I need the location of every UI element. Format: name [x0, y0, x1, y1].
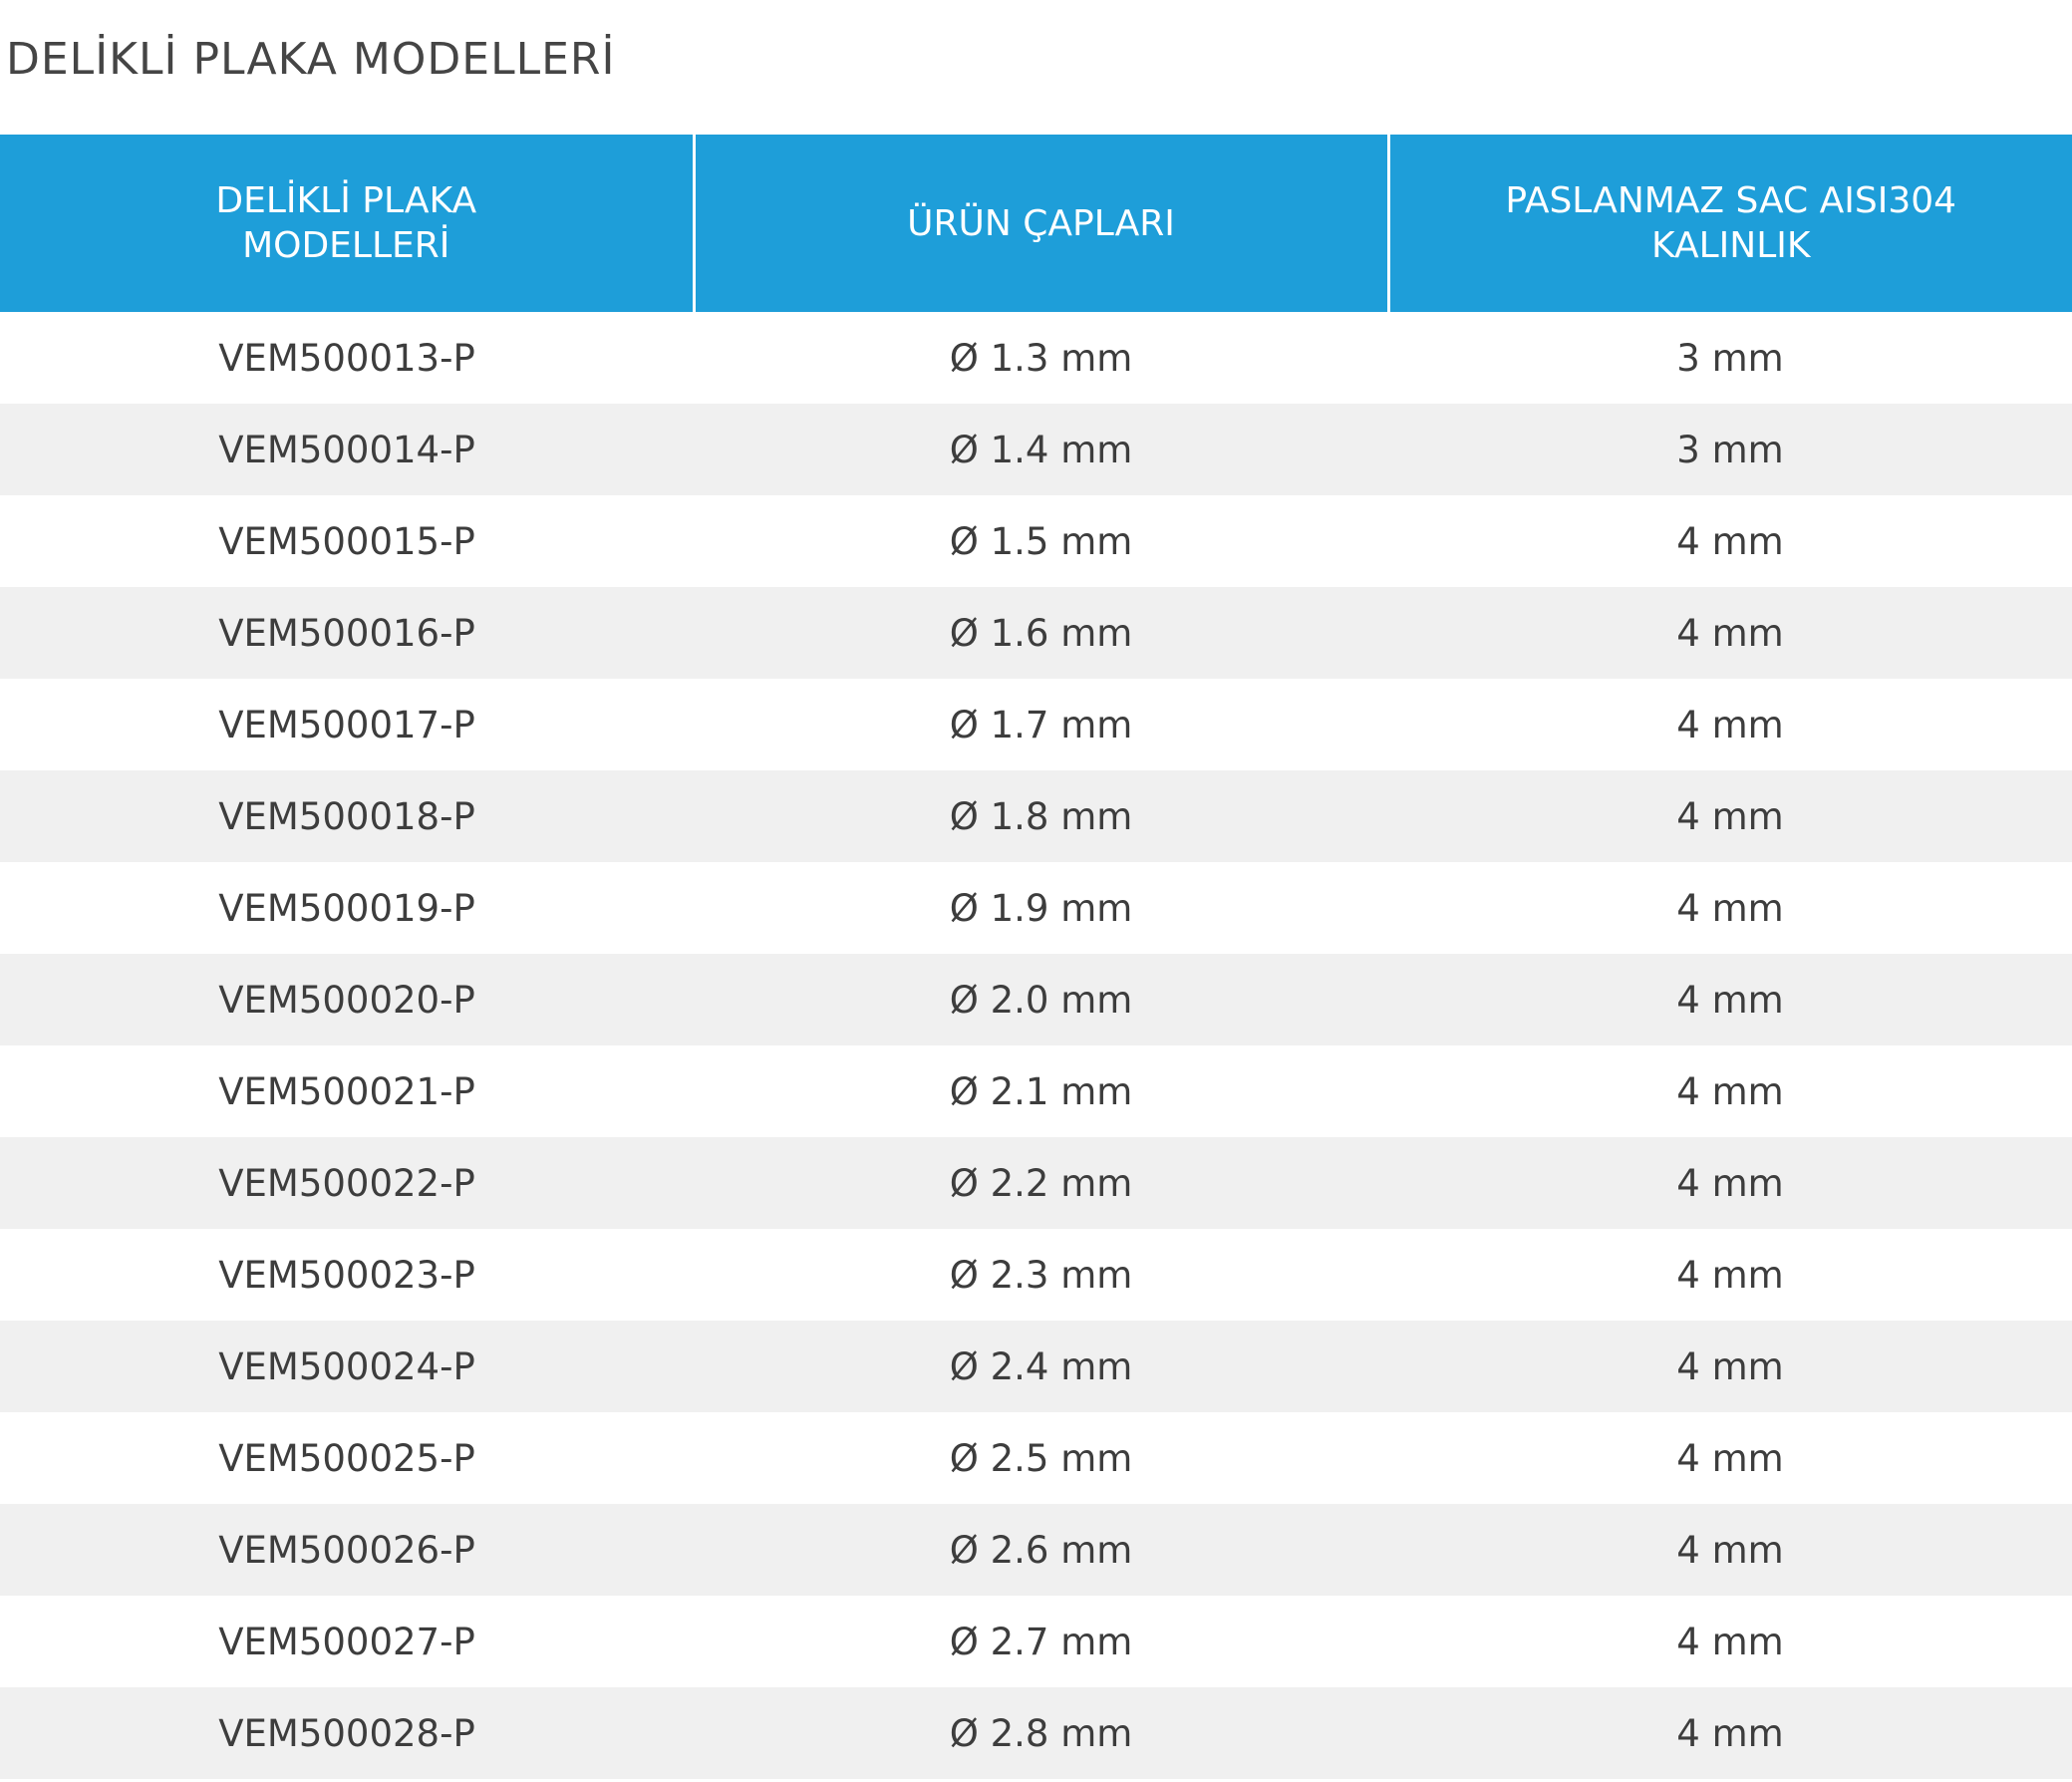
diameter-cell: Ø 1.6 mm	[694, 587, 1388, 679]
table-row	[0, 1137, 2072, 1229]
table-row	[0, 770, 2072, 862]
model-cell: VEM500018-P	[0, 770, 694, 862]
table-row	[0, 1045, 2072, 1137]
header-model	[0, 135, 694, 312]
thickness-cell: 4 mm	[1388, 1504, 2072, 1596]
table-row	[0, 1504, 2072, 1596]
header-diameter	[694, 135, 1388, 312]
header-thickness-line2: KALINLIK	[1651, 225, 1811, 266]
diameter-cell: Ø 1.3 mm	[694, 312, 1388, 404]
table-row	[0, 1596, 2072, 1687]
diameter-cell: Ø 2.7 mm	[694, 1596, 1388, 1687]
diameter-cell: Ø 2.3 mm	[694, 1229, 1388, 1321]
model-cell: VEM500027-P	[0, 1596, 694, 1687]
thickness-cell: 4 mm	[1388, 954, 2072, 1045]
thickness-cell: 4 mm	[1388, 1596, 2072, 1687]
thickness-cell: 4 mm	[1388, 495, 2072, 587]
model-cell: VEM500014-P	[0, 404, 694, 495]
table-row	[0, 679, 2072, 770]
diameter-cell: Ø 2.1 mm	[694, 1045, 1388, 1137]
model-cell: VEM500023-P	[0, 1229, 694, 1321]
table-row	[0, 495, 2072, 587]
thickness-cell: 4 mm	[1388, 1045, 2072, 1137]
model-cell: VEM500025-P	[0, 1412, 694, 1504]
model-cell: VEM500021-P	[0, 1045, 694, 1137]
diameter-cell: Ø 1.5 mm	[694, 495, 1388, 587]
table-row	[0, 954, 2072, 1045]
table-row	[0, 312, 2072, 404]
thickness-cell: 4 mm	[1388, 770, 2072, 862]
diameter-cell: Ø 1.9 mm	[694, 862, 1388, 954]
header-model-line2: MODELLERİ	[242, 225, 450, 266]
diameter-cell: Ø 1.7 mm	[694, 679, 1388, 770]
header-thickness-line1: PASLANMAZ SAC AISI304	[1505, 180, 1957, 221]
model-cell: VEM500026-P	[0, 1504, 694, 1596]
table-row	[0, 404, 2072, 495]
table-row	[0, 1321, 2072, 1412]
diameter-cell: Ø 2.0 mm	[694, 954, 1388, 1045]
diameter-cell: Ø 2.4 mm	[694, 1321, 1388, 1412]
model-cell: VEM500016-P	[0, 587, 694, 679]
model-cell: VEM500019-P	[0, 862, 694, 954]
model-cell: VEM500017-P	[0, 679, 694, 770]
table-row	[0, 587, 2072, 679]
model-cell: VEM500024-P	[0, 1321, 694, 1412]
table-row	[0, 862, 2072, 954]
thickness-cell: 4 mm	[1388, 1321, 2072, 1412]
model-cell: VEM500013-P	[0, 312, 694, 404]
diameter-cell: Ø 2.2 mm	[694, 1137, 1388, 1229]
thickness-cell: 4 mm	[1388, 1229, 2072, 1321]
header-model-line1: DELİKLİ PLAKA	[215, 180, 477, 221]
product-table-container	[0, 135, 2072, 1779]
thickness-cell: 4 mm	[1388, 862, 2072, 954]
model-cell: VEM500015-P	[0, 495, 694, 587]
header-row	[0, 135, 2072, 312]
page-title: DELİKLİ PLAKA MODELLERİ	[6, 34, 616, 85]
product-table	[0, 135, 2072, 1779]
diameter-cell: Ø 2.6 mm	[694, 1504, 1388, 1596]
table-row	[0, 1687, 2072, 1779]
thickness-cell: 4 mm	[1388, 1687, 2072, 1779]
diameter-cell: Ø 1.8 mm	[694, 770, 1388, 862]
diameter-cell: Ø 1.4 mm	[694, 404, 1388, 495]
table-row	[0, 1229, 2072, 1321]
thickness-cell: 3 mm	[1388, 312, 2072, 404]
thickness-cell: 4 mm	[1388, 587, 2072, 679]
table-row	[0, 1412, 2072, 1504]
table-body	[0, 312, 2072, 1779]
diameter-cell: Ø 2.5 mm	[694, 1412, 1388, 1504]
diameter-cell: Ø 2.8 mm	[694, 1687, 1388, 1779]
thickness-cell: 4 mm	[1388, 679, 2072, 770]
model-cell: VEM500022-P	[0, 1137, 694, 1229]
thickness-cell: 3 mm	[1388, 404, 2072, 495]
header-thickness	[1388, 135, 2072, 312]
model-cell: VEM500028-P	[0, 1687, 694, 1779]
model-cell: VEM500020-P	[0, 954, 694, 1045]
thickness-cell: 4 mm	[1388, 1412, 2072, 1504]
thickness-cell: 4 mm	[1388, 1137, 2072, 1229]
header-diameter-line1: ÜRÜN ÇAPLARI	[907, 202, 1175, 244]
table-header	[0, 135, 2072, 312]
